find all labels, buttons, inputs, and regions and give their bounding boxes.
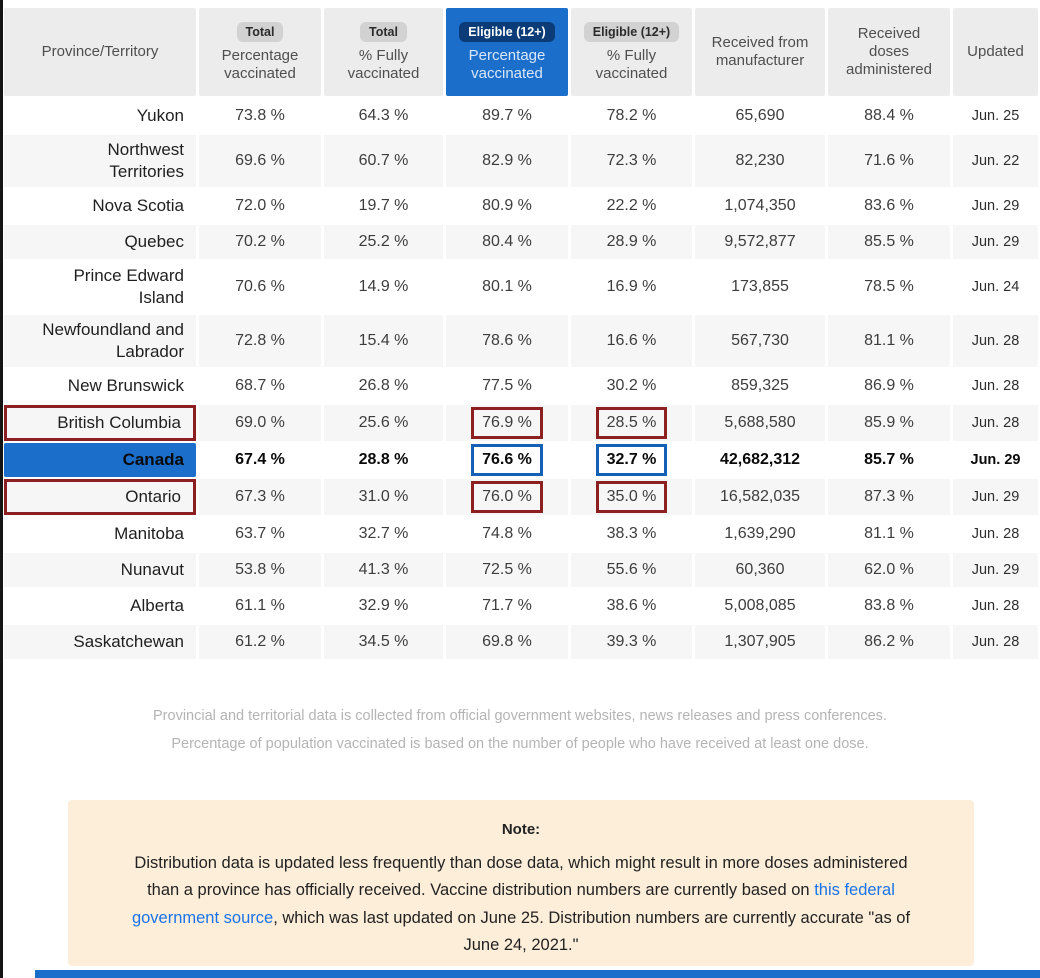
- total-percentage-cell: 70.6 %: [199, 261, 321, 313]
- received-manufacturer-cell: 173,855: [695, 261, 825, 313]
- province-name: Quebec: [124, 232, 184, 251]
- value-highlight-box: 76.6 %: [471, 444, 543, 476]
- province-name: Prince Edward Island: [73, 266, 184, 307]
- eligible-percentage-cell: 69.8 %: [446, 625, 568, 659]
- eligible-fully-cell: [571, 405, 692, 441]
- source-note-line-2: Percentage of population vaccinated is based on the number of people who have received at least one dose.: [171, 736, 869, 752]
- col-header-eligible-fully: [571, 8, 692, 96]
- table-row: [4, 99, 1038, 133]
- col-header-updated: [953, 8, 1038, 96]
- badge-eligible-12plus: Eligible (12+): [459, 22, 554, 42]
- province-name: Saskatchewan: [73, 632, 184, 651]
- received-manufacturer-cell: 5,008,085: [695, 589, 825, 623]
- province-cell: [4, 99, 196, 133]
- eligible-percentage-cell: 71.7 %: [446, 589, 568, 623]
- received-manufacturer-cell: 65,690: [695, 99, 825, 133]
- col-header-received-manufacturer: [695, 8, 825, 96]
- province-cell: [4, 225, 196, 259]
- updated-cell: Jun. 28: [953, 589, 1038, 623]
- table-row: [4, 189, 1038, 223]
- note-box: [68, 800, 974, 966]
- doses-administered-cell: 87.3 %: [828, 479, 950, 515]
- eligible-fully-cell: 78.2 %: [571, 99, 692, 133]
- total-fully-cell: 25.2 %: [324, 225, 443, 259]
- eligible-fully-cell: 55.6 %: [571, 553, 692, 587]
- total-fully-cell: 28.8 %: [324, 443, 443, 477]
- total-fully-cell: 32.7 %: [324, 517, 443, 551]
- updated-cell: Jun. 29: [953, 189, 1038, 223]
- eligible-fully-cell: 38.3 %: [571, 517, 692, 551]
- table-row: [4, 261, 1038, 313]
- doses-administered-cell: 86.9 %: [828, 369, 950, 403]
- table-row: [4, 225, 1038, 259]
- eligible-fully-cell: 28.9 %: [571, 225, 692, 259]
- bottom-accent-bar: [35, 970, 1040, 978]
- table-row: [4, 625, 1038, 659]
- received-manufacturer-cell: 9,572,877: [695, 225, 825, 259]
- province-name: Ontario: [125, 487, 181, 506]
- note-text-after: , which was last updated on June 25. Distribution numbers are currently accurate "as of June 24, 2021.": [273, 908, 911, 954]
- table-row: [4, 369, 1038, 403]
- eligible-fully-cell: 38.6 %: [571, 589, 692, 623]
- eligible-percentage-cell: 82.9 %: [446, 135, 568, 187]
- doses-administered-cell: 85.5 %: [828, 225, 950, 259]
- received-manufacturer-cell: 567,730: [695, 315, 825, 367]
- province-cell: [4, 517, 196, 551]
- total-percentage-cell: 72.0 %: [199, 189, 321, 223]
- total-fully-cell: 14.9 %: [324, 261, 443, 313]
- value-highlight-box: 32.7 %: [596, 444, 668, 476]
- province-name: Nova Scotia: [92, 196, 184, 215]
- col-header-total-fully: [324, 8, 443, 96]
- total-percentage-cell: 69.6 %: [199, 135, 321, 187]
- source-note: [0, 702, 1040, 758]
- total-fully-cell: 25.6 %: [324, 405, 443, 441]
- note-source-link[interactable]: this federal government source: [131, 881, 895, 927]
- province-cell: [4, 135, 196, 187]
- total-percentage-cell: 53.8 %: [199, 553, 321, 587]
- province-cell: [4, 625, 196, 659]
- total-percentage-cell: 72.8 %: [199, 315, 321, 367]
- province-cell: [4, 189, 196, 223]
- province-name: Manitoba: [114, 524, 184, 543]
- col-header-label: Received from manufacturer: [711, 34, 809, 69]
- province-cell-highlight-box: [4, 405, 196, 441]
- eligible-fully-cell: 30.2 %: [571, 369, 692, 403]
- eligible-percentage-cell: [446, 443, 568, 477]
- province-name: Nunavut: [120, 560, 184, 579]
- doses-administered-cell: 62.0 %: [828, 553, 950, 587]
- updated-cell: Jun. 22: [953, 135, 1038, 187]
- received-manufacturer-cell: 82,230: [695, 135, 825, 187]
- eligible-percentage-cell: 80.1 %: [446, 261, 568, 313]
- doses-administered-cell: 83.6 %: [828, 189, 950, 223]
- updated-cell: Jun. 29: [953, 443, 1038, 477]
- note-body: [120, 850, 922, 960]
- note-text-before: Distribution data is updated less frequently than dose data, which might result in more doses administered than a province has officially received. Vaccine distribution numbers are currently based on: [134, 853, 908, 899]
- eligible-fully-cell: 39.3 %: [571, 625, 692, 659]
- badge-eligible-12plus: Eligible (12+): [584, 22, 679, 42]
- updated-cell: Jun. 28: [953, 315, 1038, 367]
- total-percentage-cell: 68.7 %: [199, 369, 321, 403]
- province-name: Alberta: [130, 596, 184, 615]
- eligible-fully-cell: [571, 443, 692, 477]
- doses-administered-cell: 71.6 %: [828, 135, 950, 187]
- province-name: Newfoundland and Labrador: [42, 320, 184, 361]
- table-row: [4, 405, 1038, 441]
- updated-cell: Jun. 28: [953, 369, 1038, 403]
- total-percentage-cell: 73.8 %: [199, 99, 321, 133]
- total-fully-cell: 34.5 %: [324, 625, 443, 659]
- total-fully-cell: 26.8 %: [324, 369, 443, 403]
- total-percentage-cell: 69.0 %: [199, 405, 321, 441]
- col-header-label: Updated: [967, 43, 1024, 60]
- updated-cell: Jun. 29: [953, 553, 1038, 587]
- vaccination-table: [4, 8, 1038, 661]
- received-manufacturer-cell: 60,360: [695, 553, 825, 587]
- eligible-fully-cell: 22.2 %: [571, 189, 692, 223]
- updated-cell: Jun. 29: [953, 225, 1038, 259]
- col-header-label: Percentage vaccinated: [468, 46, 546, 82]
- received-manufacturer-cell: 5,688,580: [695, 405, 825, 441]
- total-fully-cell: 15.4 %: [324, 315, 443, 367]
- col-header-label: % Fully vaccinated: [347, 46, 420, 82]
- eligible-percentage-cell: 80.4 %: [446, 225, 568, 259]
- doses-administered-cell: 85.7 %: [828, 443, 950, 477]
- total-percentage-cell: 61.2 %: [199, 625, 321, 659]
- received-manufacturer-cell: 859,325: [695, 369, 825, 403]
- updated-cell: Jun. 28: [953, 517, 1038, 551]
- table-row: [4, 479, 1038, 515]
- total-percentage-cell: 67.4 %: [199, 443, 321, 477]
- col-header-doses-administered: [828, 8, 950, 96]
- badge-total: Total: [360, 22, 407, 42]
- province-cell-highlight-box: [4, 479, 196, 515]
- doses-administered-cell: 86.2 %: [828, 625, 950, 659]
- province-name: British Columbia: [57, 413, 181, 432]
- province-cell: [4, 315, 196, 367]
- col-header-eligible-percentage-highlighted: [446, 8, 568, 96]
- left-edge-border: [0, 0, 3, 978]
- eligible-percentage-cell: [446, 405, 568, 441]
- total-percentage-cell: 70.2 %: [199, 225, 321, 259]
- value-highlight-box: 76.0 %: [471, 481, 543, 513]
- col-header-label: Received doses administered: [846, 25, 932, 78]
- received-manufacturer-cell: 1,307,905: [695, 625, 825, 659]
- total-fully-cell: 60.7 %: [324, 135, 443, 187]
- total-fully-cell: 19.7 %: [324, 189, 443, 223]
- eligible-percentage-cell: 72.5 %: [446, 553, 568, 587]
- eligible-percentage-cell: 89.7 %: [446, 99, 568, 133]
- doses-administered-cell: 85.9 %: [828, 405, 950, 441]
- updated-cell: Jun. 29: [953, 479, 1038, 515]
- province-name: Canada: [122, 450, 184, 469]
- eligible-percentage-cell: 80.9 %: [446, 189, 568, 223]
- table-row: [4, 135, 1038, 187]
- province-name: New Brunswick: [67, 376, 184, 395]
- table-row: [4, 553, 1038, 587]
- doses-administered-cell: 81.1 %: [828, 517, 950, 551]
- total-fully-cell: 31.0 %: [324, 479, 443, 515]
- table-body: [4, 99, 1038, 659]
- col-header-label: Province/Territory: [41, 43, 159, 60]
- table-row: [4, 443, 1038, 477]
- doses-administered-cell: 81.1 %: [828, 315, 950, 367]
- col-header-label: Percentage vaccinated: [221, 46, 299, 82]
- eligible-percentage-cell: 74.8 %: [446, 517, 568, 551]
- doses-administered-cell: 78.5 %: [828, 261, 950, 313]
- eligible-fully-cell: 16.9 %: [571, 261, 692, 313]
- received-manufacturer-cell: 1,074,350: [695, 189, 825, 223]
- province-cell: [4, 553, 196, 587]
- doses-administered-cell: 83.8 %: [828, 589, 950, 623]
- province-cell: [4, 261, 196, 313]
- value-highlight-box: 35.0 %: [596, 481, 668, 513]
- province-cell-canada: [4, 443, 196, 477]
- col-header-province: [4, 8, 196, 96]
- updated-cell: Jun. 24: [953, 261, 1038, 313]
- eligible-percentage-cell: 77.5 %: [446, 369, 568, 403]
- table-row: [4, 517, 1038, 551]
- province-name: Yukon: [136, 106, 184, 125]
- badge-total: Total: [237, 22, 284, 42]
- total-fully-cell: 64.3 %: [324, 99, 443, 133]
- updated-cell: Jun. 28: [953, 625, 1038, 659]
- eligible-fully-cell: [571, 479, 692, 515]
- eligible-fully-cell: 72.3 %: [571, 135, 692, 187]
- total-fully-cell: 32.9 %: [324, 589, 443, 623]
- eligible-percentage-cell: [446, 479, 568, 515]
- col-header-label: % Fully vaccinated: [595, 46, 668, 82]
- source-note-line-1: Provincial and territorial data is collected from official government websites, news releases and press conferences.: [153, 708, 887, 724]
- table-row: [4, 589, 1038, 623]
- table-header: [4, 8, 1038, 96]
- total-percentage-cell: 63.7 %: [199, 517, 321, 551]
- province-cell: [4, 589, 196, 623]
- total-fully-cell: 41.3 %: [324, 553, 443, 587]
- note-title: Note:: [501, 821, 541, 838]
- eligible-percentage-cell: 78.6 %: [446, 315, 568, 367]
- doses-administered-cell: 88.4 %: [828, 99, 950, 133]
- province-name: Northwest Territories: [107, 140, 184, 181]
- updated-cell: Jun. 28: [953, 405, 1038, 441]
- table-row: [4, 315, 1038, 367]
- eligible-fully-cell: 16.6 %: [571, 315, 692, 367]
- updated-cell: Jun. 25: [953, 99, 1038, 133]
- province-cell: [4, 369, 196, 403]
- received-manufacturer-cell: 16,582,035: [695, 479, 825, 515]
- received-manufacturer-cell: 42,682,312: [695, 443, 825, 477]
- value-highlight-box: 76.9 %: [471, 407, 543, 439]
- received-manufacturer-cell: 1,639,290: [695, 517, 825, 551]
- col-header-total-percentage: [199, 8, 321, 96]
- total-percentage-cell: 67.3 %: [199, 479, 321, 515]
- total-percentage-cell: 61.1 %: [199, 589, 321, 623]
- value-highlight-box: 28.5 %: [596, 407, 668, 439]
